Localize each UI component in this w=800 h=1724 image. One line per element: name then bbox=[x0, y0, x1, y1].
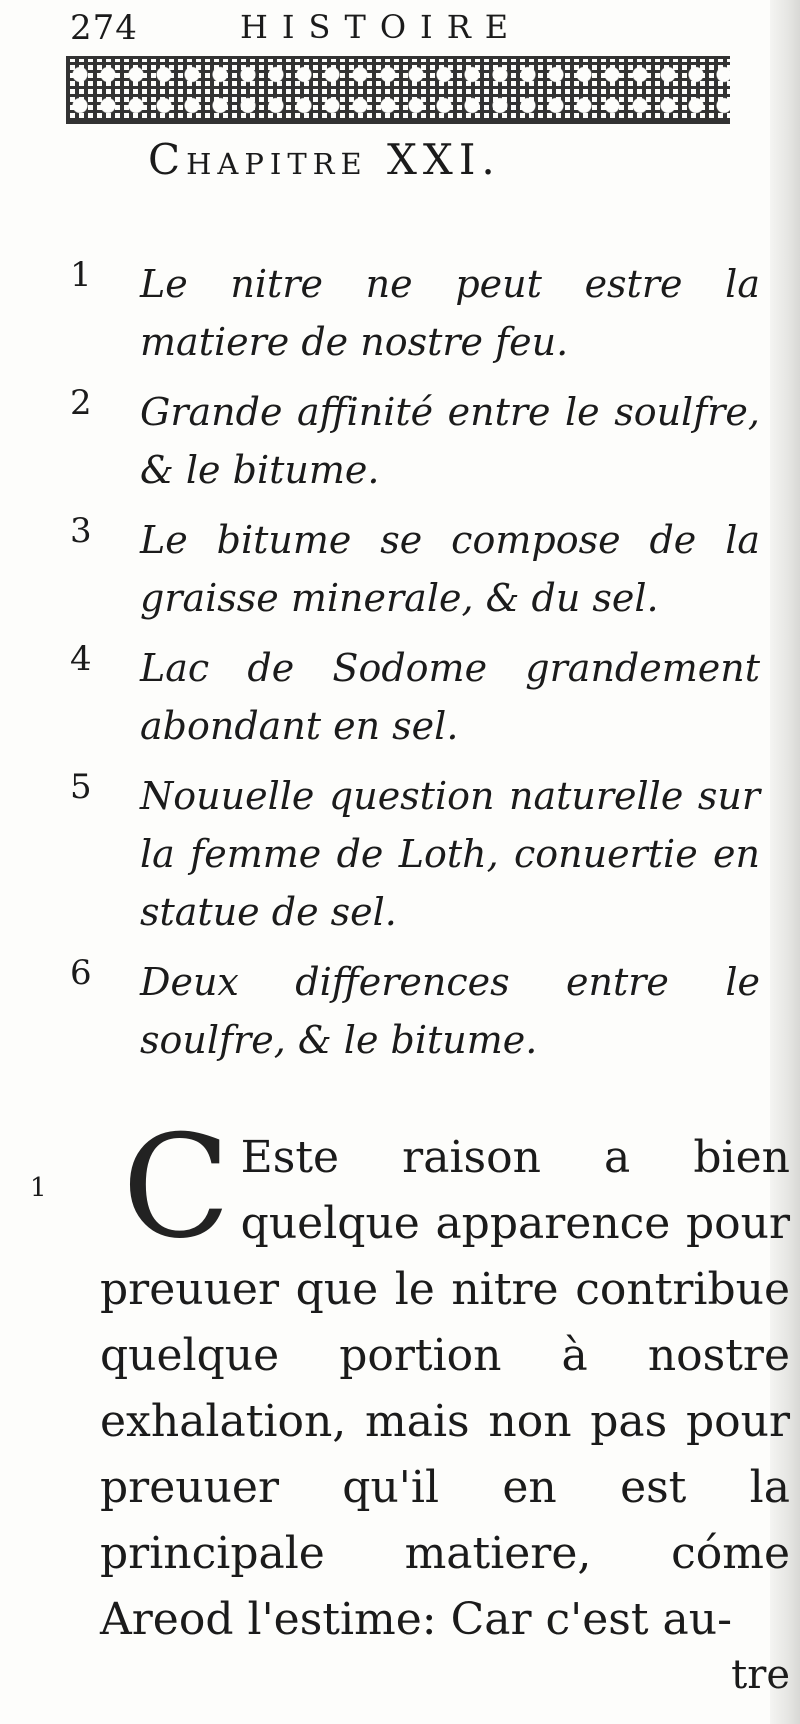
summary-item bbox=[70, 511, 760, 627]
summary-number: 5 bbox=[70, 767, 92, 807]
summary-text: Deux differences entre le soulfre, & le bitume. bbox=[140, 960, 760, 1062]
summary-text: Le nitre ne peut estre la matiere de nostre feu. bbox=[140, 262, 760, 364]
summary-item bbox=[70, 255, 760, 371]
running-head: HISTOIRE bbox=[240, 8, 523, 46]
summary-text: Nouuelle question naturelle sur la femme de Loth, conuertie en statue de sel. bbox=[140, 774, 760, 934]
paragraph-text: Este raison a bien quelque apparence pour preuuer que le nitre contribue quelque portion à nostre exhalation, mais non pas pour preuuer qu'il en est la principale matiere, cóme Areod l'estime: Car c'est au- bbox=[100, 1132, 790, 1645]
page-number: 274 bbox=[70, 8, 138, 48]
summary-item bbox=[70, 383, 760, 499]
drop-cap: C bbox=[122, 1105, 231, 1270]
summary-text: Grande affinité entre le soulfre, & le bitume. bbox=[140, 390, 760, 492]
catchword: tre bbox=[731, 1652, 790, 1698]
margin-number: 1 bbox=[30, 1173, 47, 1203]
chapter-title: Chapitre XXI. bbox=[148, 135, 501, 184]
summary-number: 3 bbox=[70, 511, 92, 551]
decorative-ornament-band bbox=[66, 56, 730, 124]
summary-item bbox=[70, 953, 760, 1069]
summary-text: Le bitume se compose de la graisse minerale, & du sel. bbox=[140, 518, 760, 620]
summary-number: 4 bbox=[70, 639, 92, 679]
paragraph-text-block bbox=[100, 1105, 790, 1653]
summary-number: 1 bbox=[70, 255, 92, 295]
page-header bbox=[70, 8, 750, 48]
summary-number: 6 bbox=[70, 953, 92, 993]
summary-number: 2 bbox=[70, 383, 92, 423]
summary-text: Lac de Sodome grandement abondant en sel. bbox=[140, 646, 760, 748]
summary-item bbox=[70, 767, 760, 941]
summary-item bbox=[70, 639, 760, 755]
chapter-summary-list bbox=[70, 255, 760, 1081]
